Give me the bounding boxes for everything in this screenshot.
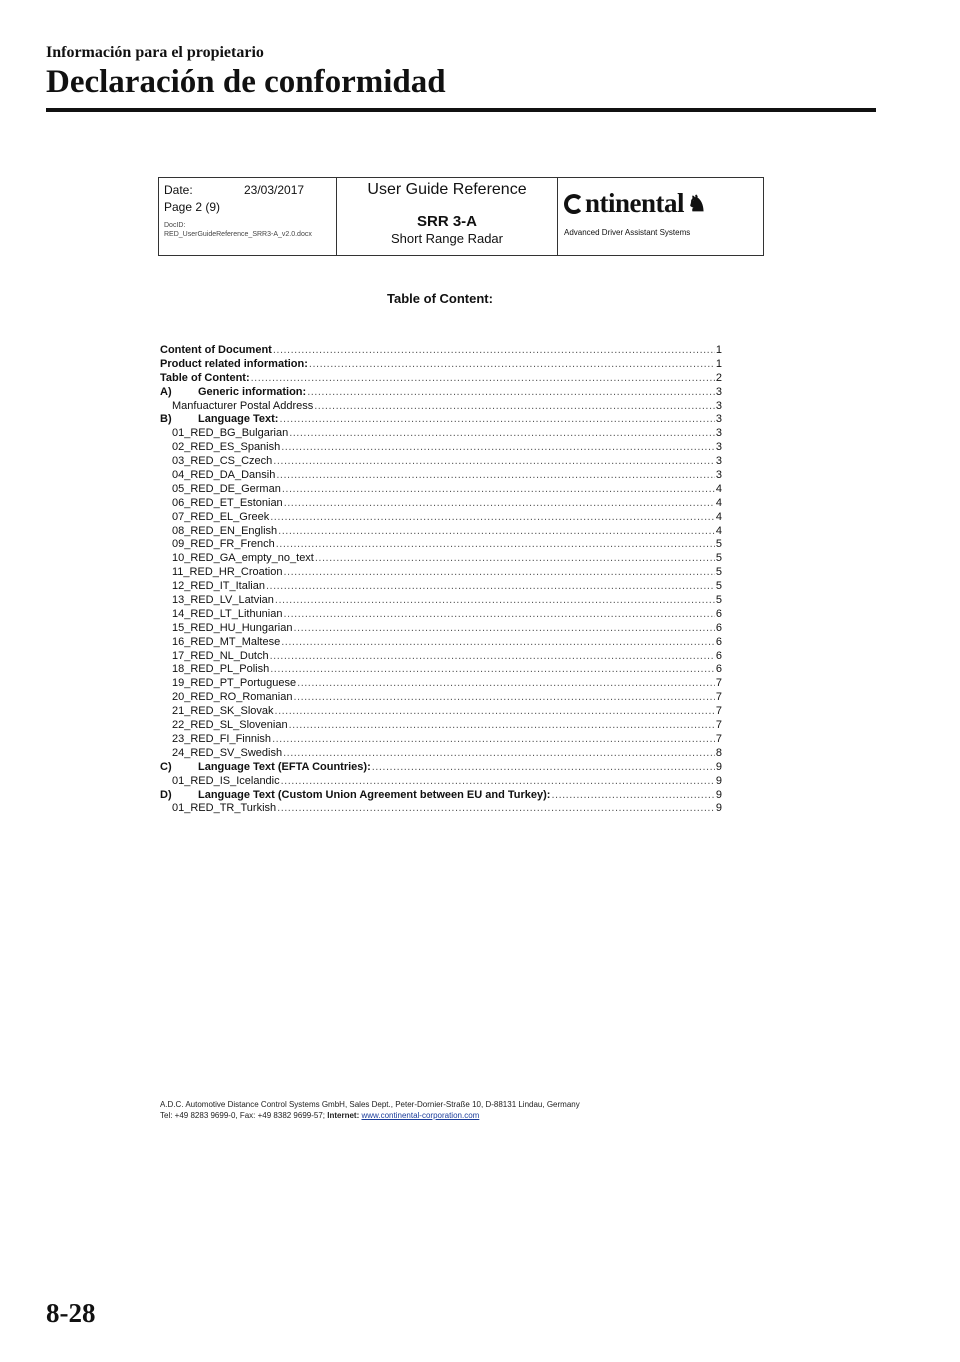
toc-dot-leader — [273, 455, 715, 469]
horse-icon: ♞ — [687, 190, 707, 216]
toc-dot-leader — [270, 511, 715, 525]
toc-title: Table of Content: — [387, 291, 493, 306]
toc-dot-leader — [277, 802, 715, 816]
continental-c-icon — [564, 194, 584, 214]
toc-entry-page: 3 — [715, 427, 722, 440]
toc-entry-page: 7 — [715, 705, 722, 718]
toc-entry-text: 19_RED_PT_Portuguese — [172, 677, 297, 690]
website-link[interactable]: www.continental-corporation.com — [361, 1111, 480, 1120]
toc-entry[interactable] — [160, 733, 722, 747]
brand-cell — [558, 178, 763, 255]
toc-entry[interactable] — [160, 469, 722, 483]
toc-dot-leader — [283, 747, 715, 761]
toc-entry[interactable] — [160, 441, 722, 455]
toc-dot-leader — [278, 525, 715, 539]
toc-entry[interactable] — [160, 663, 722, 677]
toc-entry-text: 09_RED_FR_French — [172, 538, 275, 551]
toc-dot-leader — [289, 719, 715, 733]
toc-entry-page: 7 — [715, 691, 722, 704]
toc-entry-text: 01_RED_TR_Turkish — [172, 802, 277, 815]
brand-subtitle: Advanced Driver Assistant Systems — [564, 228, 691, 237]
toc-entry[interactable] — [160, 497, 722, 511]
toc-entry-text: Language Text: — [198, 413, 279, 426]
footer-line-2 — [160, 1110, 580, 1121]
toc-entry-text: 01_RED_IS_Icelandic — [172, 774, 280, 787]
toc-dot-leader — [281, 775, 715, 789]
doc-id-label: DocID: — [164, 222, 186, 229]
toc-entry[interactable] — [160, 719, 722, 733]
toc-entry-page: 3 — [715, 455, 722, 468]
toc-entry-page: 4 — [715, 496, 722, 509]
toc-entry-page: 2 — [715, 371, 722, 384]
toc-entry[interactable] — [160, 747, 722, 761]
toc-entry-text: 17_RED_NL_Dutch — [172, 649, 269, 662]
toc-dot-leader — [283, 566, 714, 580]
toc-entry-text: 23_RED_FI_Finnish — [172, 732, 272, 745]
toc-entry-text: 12_RED_IT_Italian — [172, 580, 265, 593]
doc-title-cell — [337, 178, 558, 255]
toc-entry-text: Table of Content: — [160, 371, 250, 384]
toc-entry[interactable] — [160, 400, 722, 414]
toc-dot-leader — [275, 705, 715, 719]
toc-entry-text: 07_RED_EL_Greek — [172, 510, 270, 523]
toc-dot-leader — [272, 733, 715, 747]
toc-entry-page: 6 — [715, 663, 722, 676]
continental-logo — [564, 188, 763, 219]
toc-dot-leader — [293, 622, 714, 636]
toc-entry-text: 01_RED_BG_Bulgarian — [172, 427, 289, 440]
toc-dot-leader — [270, 663, 715, 677]
toc-entry[interactable] — [160, 483, 722, 497]
doc-id — [164, 221, 336, 239]
toc-entry-text: 22_RED_SL_Slovenian — [172, 719, 288, 732]
toc-dot-leader — [279, 413, 714, 427]
toc-entry-text: 10_RED_GA_empty_no_text — [172, 552, 314, 565]
toc-dot-leader — [282, 483, 715, 497]
internet-label: Internet: — [327, 1111, 360, 1120]
toc-entry[interactable] — [160, 622, 722, 636]
toc-entry-page: 4 — [715, 510, 722, 523]
toc-dot-leader — [289, 427, 715, 441]
toc-entry-page: 9 — [715, 788, 722, 801]
toc-entry-prefix: B) — [160, 413, 172, 426]
document-header-table — [158, 177, 764, 256]
toc-entry-page: 5 — [715, 594, 722, 607]
toc-entry-text: 08_RED_EN_English — [172, 524, 278, 537]
page-title: Declaración de conformidad — [46, 64, 446, 100]
toc-entry-page: 9 — [715, 802, 722, 815]
toc-entry-page: 5 — [715, 552, 722, 565]
toc-entry-page: 6 — [715, 607, 722, 620]
toc-entry-page: 6 — [715, 621, 722, 634]
toc-dot-leader — [284, 497, 715, 511]
footer-contact: Tel: +49 8283 9699-0, Fax: +49 8382 9699-57; — [160, 1111, 328, 1120]
toc-entry[interactable] — [160, 552, 722, 566]
doc-id-value: RED_UserGuideReference_SRR3-A_v2.0.docx — [164, 231, 312, 238]
toc-entry[interactable] — [160, 455, 722, 469]
toc-entry[interactable] — [160, 608, 722, 622]
toc-dot-leader — [281, 441, 715, 455]
toc-entry-page: 7 — [715, 677, 722, 690]
toc-entry-text: 15_RED_HU_Hungarian — [172, 621, 293, 634]
toc-entry-text: Manfuacturer Postal Address — [172, 399, 314, 412]
toc-entry[interactable] — [160, 677, 722, 691]
toc-entry-page: 3 — [715, 399, 722, 412]
toc-entry-text: 20_RED_RO_Romanian — [172, 691, 293, 704]
toc-entry-text: 11_RED_HR_Croation — [172, 566, 283, 579]
date-label: Date: — [164, 183, 193, 197]
heading-divider — [46, 108, 876, 112]
toc-entry[interactable] — [160, 761, 722, 775]
toc-entry-text: 02_RED_ES_Spanish — [172, 441, 281, 454]
toc-entry[interactable] — [160, 413, 722, 427]
toc-entry[interactable] — [160, 358, 722, 372]
toc-dot-leader — [281, 636, 715, 650]
toc-entry-page: 3 — [715, 385, 722, 398]
brand-wordmark: ntinental — [585, 188, 685, 218]
toc-dot-leader — [275, 594, 715, 608]
footer-address — [160, 1099, 580, 1121]
section-label: Información para el propietario — [46, 44, 264, 61]
toc-entry-text: 05_RED_DE_German — [172, 482, 281, 495]
toc-entry-page: 6 — [715, 635, 722, 648]
page-number: 8-28 — [46, 1298, 96, 1328]
table-of-contents — [160, 344, 722, 816]
toc-entry-page: 9 — [715, 774, 722, 787]
toc-dot-leader — [314, 400, 715, 414]
toc-dot-leader — [283, 608, 714, 622]
toc-dot-leader — [293, 691, 714, 705]
toc-entry-text: 16_RED_MT_Maltese — [172, 635, 281, 648]
date-value: 23/03/2017 — [244, 183, 305, 197]
toc-entry-text: 06_RED_ET_Estonian — [172, 496, 283, 509]
toc-entry[interactable] — [160, 705, 722, 719]
toc-entry-text: 04_RED_DA_Dansih — [172, 469, 276, 482]
page-info: Page 2 (9) — [164, 200, 221, 214]
toc-entry-text: Generic information: — [198, 385, 307, 398]
toc-entry-page: 5 — [715, 566, 722, 579]
toc-entry-page: 8 — [715, 746, 722, 759]
toc-entry[interactable] — [160, 511, 722, 525]
toc-dot-leader — [251, 372, 715, 386]
toc-entry-text: 13_RED_LV_Latvian — [172, 594, 274, 607]
toc-entry[interactable] — [160, 427, 722, 441]
footer-line-1: A.D.C. Automotive Distance Control Systems GmbH, Sales Dept., Peter-Dornier-Straße 10, D-88131 Lindau, Germany — [160, 1100, 580, 1109]
toc-entry-page: 4 — [715, 524, 722, 537]
product-description: Short Range Radar — [390, 231, 503, 246]
toc-dot-leader — [372, 761, 715, 775]
toc-dot-leader — [273, 344, 715, 358]
toc-entry-text: 14_RED_LT_Lithunian — [172, 607, 283, 620]
toc-entry-text: Language Text (EFTA Countries): — [198, 760, 371, 773]
toc-dot-leader — [551, 789, 714, 803]
toc-entry-text: 21_RED_SK_Slovak — [172, 705, 274, 718]
toc-entry-page: 6 — [715, 649, 722, 662]
toc-dot-leader — [276, 538, 715, 552]
toc-entry-page: 9 — [715, 760, 722, 773]
toc-dot-leader — [297, 677, 715, 691]
toc-entry-page: 7 — [715, 732, 722, 745]
toc-entry[interactable] — [160, 372, 722, 386]
toc-dot-leader — [315, 552, 715, 566]
toc-entry[interactable] — [160, 538, 722, 552]
toc-entry[interactable] — [160, 566, 722, 580]
toc-entry-prefix: C) — [160, 760, 172, 773]
toc-entry-page: 7 — [715, 719, 722, 732]
toc-entry-text: 18_RED_PL_Polish — [172, 663, 270, 676]
toc-entry[interactable] — [160, 789, 722, 803]
toc-entry[interactable] — [160, 525, 722, 539]
toc-entry[interactable] — [160, 344, 722, 358]
toc-entry[interactable] — [160, 386, 722, 400]
toc-entry-prefix: D) — [160, 788, 172, 801]
toc-entry-text: Language Text (Custom Union Agreement between EU and Turkey): — [198, 788, 551, 801]
toc-entry[interactable] — [160, 636, 722, 650]
toc-entry-text: Product related information: — [160, 357, 308, 370]
toc-entry-page: 3 — [715, 441, 722, 454]
toc-dot-leader — [309, 358, 715, 372]
toc-entry[interactable] — [160, 775, 722, 789]
toc-dot-leader — [270, 650, 715, 664]
toc-dot-leader — [307, 386, 715, 400]
toc-entry-page: 5 — [715, 538, 722, 551]
toc-dot-leader — [266, 580, 715, 594]
toc-entry-text: Content of Document — [160, 344, 272, 356]
toc-entry-page: 1 — [715, 357, 722, 370]
toc-entry[interactable] — [160, 580, 722, 594]
toc-entry-page: 4 — [715, 482, 722, 495]
toc-entry[interactable] — [160, 650, 722, 664]
toc-entry-text: 24_RED_SV_Swedish — [172, 746, 283, 759]
toc-entry-page: 1 — [715, 344, 722, 356]
toc-entry[interactable] — [160, 691, 722, 705]
toc-entry-prefix: A) — [160, 385, 172, 398]
toc-entry[interactable] — [160, 594, 722, 608]
toc-entry-page: 5 — [715, 580, 722, 593]
toc-entry[interactable] — [160, 802, 722, 816]
toc-entry-page: 3 — [715, 413, 722, 426]
toc-entry-page: 3 — [715, 469, 722, 482]
doc-info-cell — [159, 178, 337, 255]
reference-title: User Guide Reference — [367, 181, 527, 198]
toc-entry-text: 03_RED_CS_Czech — [172, 455, 273, 468]
product-name: SRR 3-A — [416, 213, 477, 230]
toc-dot-leader — [276, 469, 715, 483]
